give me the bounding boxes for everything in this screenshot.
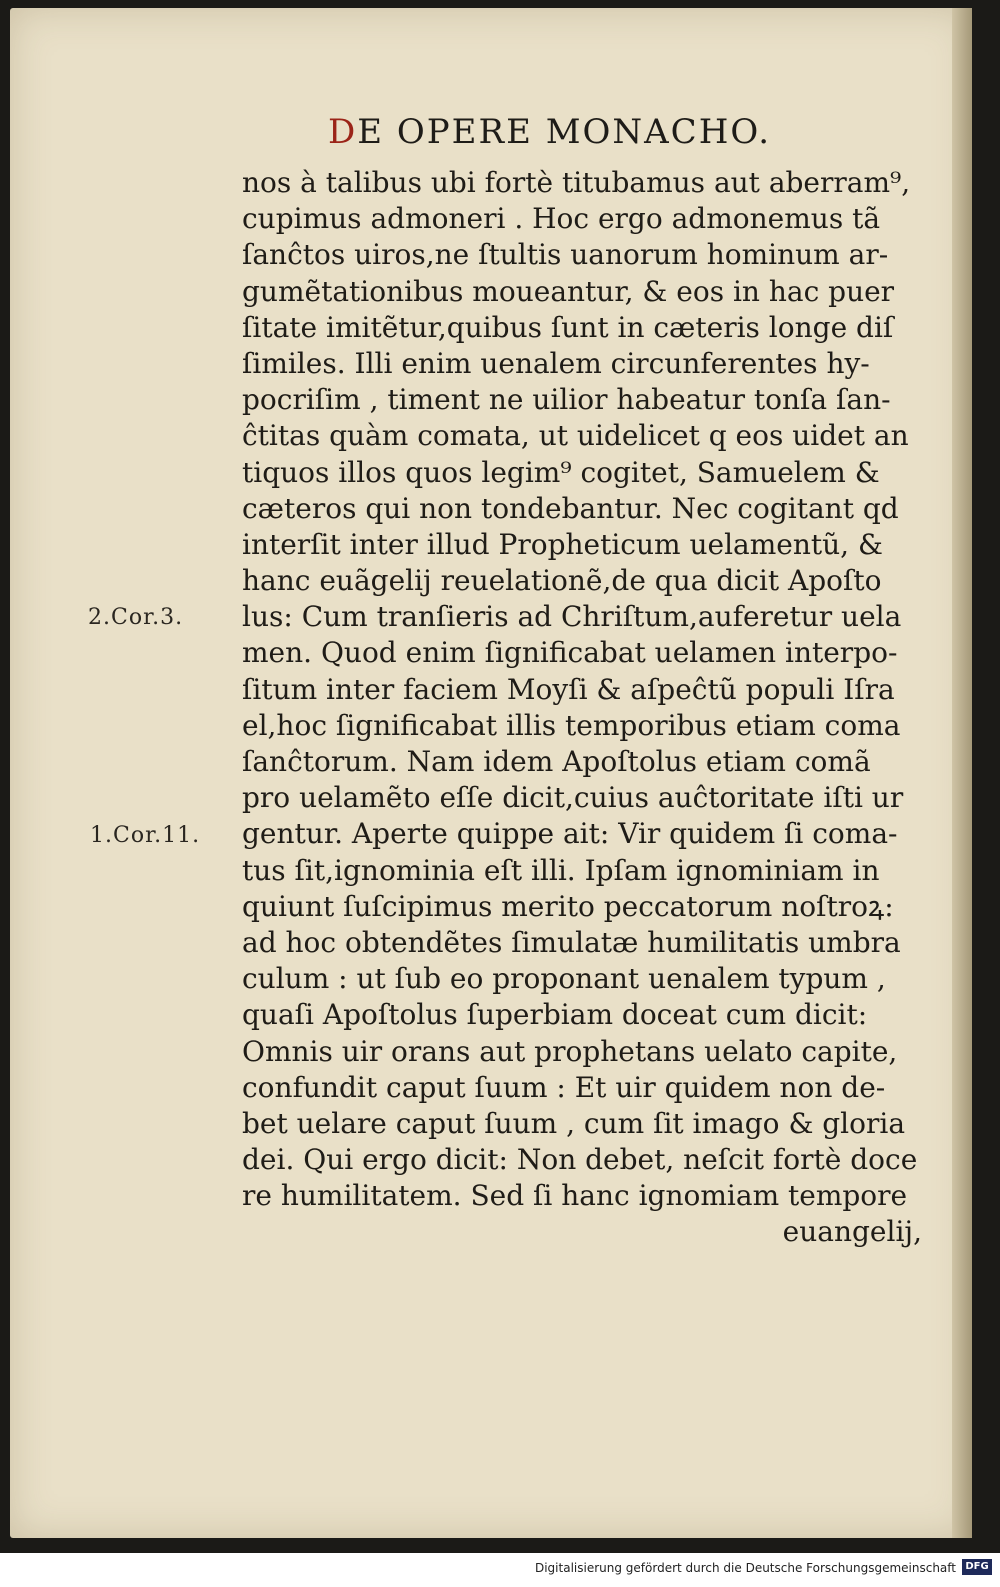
text-line: gumẽtationibus moueantur, & eos in hac puer	[242, 274, 895, 308]
margin-note: 1.Cor.11.	[90, 823, 201, 848]
text-line: ſanĉtos uiros,ne ſtultis uanorum hominum ar-	[242, 238, 889, 272]
text-line: bet uelare caput ſuum , cum ſit imago & gloria	[242, 1106, 906, 1140]
text-line: euangelij,	[782, 1215, 922, 1249]
text-block	[242, 165, 932, 1251]
text-line: quaſi Apoſtolus ſuperbiam doceat cum dicit:	[242, 998, 868, 1032]
margin-note: 2.Cor.3.	[88, 605, 184, 630]
text-line: tus ſit,ignominia eſt illi. Ipſam ignominiam in	[242, 853, 880, 887]
text-line: Omnis uir orans aut prophetans uelato capite,	[242, 1034, 898, 1068]
text-line: lus: Cum tranſieris ad Chriſtum,auferetur uela	[242, 600, 902, 634]
text-line: quiunt ſuſcipimus merito peccatorum noſtroꝝ:	[242, 889, 894, 923]
text-line: el,hoc ſignificabat illis temporibus etiam coma	[242, 708, 901, 742]
header-initial: D	[328, 112, 358, 152]
text-line: ĉtitas quàm comata, ut uidelicet q eos uidet an	[242, 419, 909, 453]
text-line: interſit inter illud Propheticum uelamentũ, &	[242, 527, 883, 561]
running-header	[328, 112, 771, 152]
text-line: ſanĉtorum. Nam idem Apoſtolus etiam comã	[242, 745, 871, 778]
text-line: men. Quod enim ſignificabat uelamen interpo-	[242, 636, 898, 670]
text-line: hanc euãgelij reuelationẽ,de qua dicit Apoſto	[242, 564, 882, 598]
text-line: nos à talibus ubi fortè titubamus aut aberram⁹,	[242, 166, 911, 199]
text-line: gentur. Aperte quippe ait: Vir quidem ſi coma-	[242, 817, 898, 851]
text-line: ſitate imitẽtur,quibus ſunt in cæteris longe diſ	[242, 310, 894, 344]
footer-bar	[0, 1553, 1000, 1587]
text-line: ad hoc obtendẽtes ſimulatæ humilitatis umbra	[242, 925, 901, 959]
text-line: ſimiles. Illi enim uenalem circunferentes hy-	[242, 346, 870, 380]
text-line: re humilitatem. Sed ſi hanc ignomiam tempore	[242, 1179, 908, 1213]
text-line: culum : ut ſub eo proponant uenalem typum ,	[242, 962, 886, 996]
text-line: ſitum inter faciem Moyſi & aſpeĉtũ populi Iſra	[242, 672, 895, 706]
text-line: tiquos illos quos legim⁹ cogitet, Samuelem &	[242, 455, 880, 489]
text-line: dei. Qui ergo dicit: Non debet, neſcit fortè doce	[242, 1143, 918, 1177]
text-line: cupimus admoneri . Hoc ergo admonemus tã	[242, 202, 881, 236]
page-edge	[952, 8, 972, 1538]
text-line: cæteros qui non tondebantur. Nec cogitant qd	[242, 491, 899, 525]
text-line: pocriſim , timent ne uilior habeatur tonſa ſan-	[242, 383, 891, 417]
book-page	[10, 8, 972, 1538]
text-line: confundit caput ſuum : Et uir quidem non de-	[242, 1070, 886, 1104]
text-line: pro uelamẽto eſſe dicit,cuius auĉtoritate iſti ur	[242, 781, 904, 815]
funding-credit: Digitalisierung gefördert durch die Deutsche Forschungsgemeinschaft	[534, 1561, 956, 1575]
dfg-logo: DFG	[962, 1559, 992, 1575]
header-text: E OPERE MONACHO.	[357, 112, 772, 152]
